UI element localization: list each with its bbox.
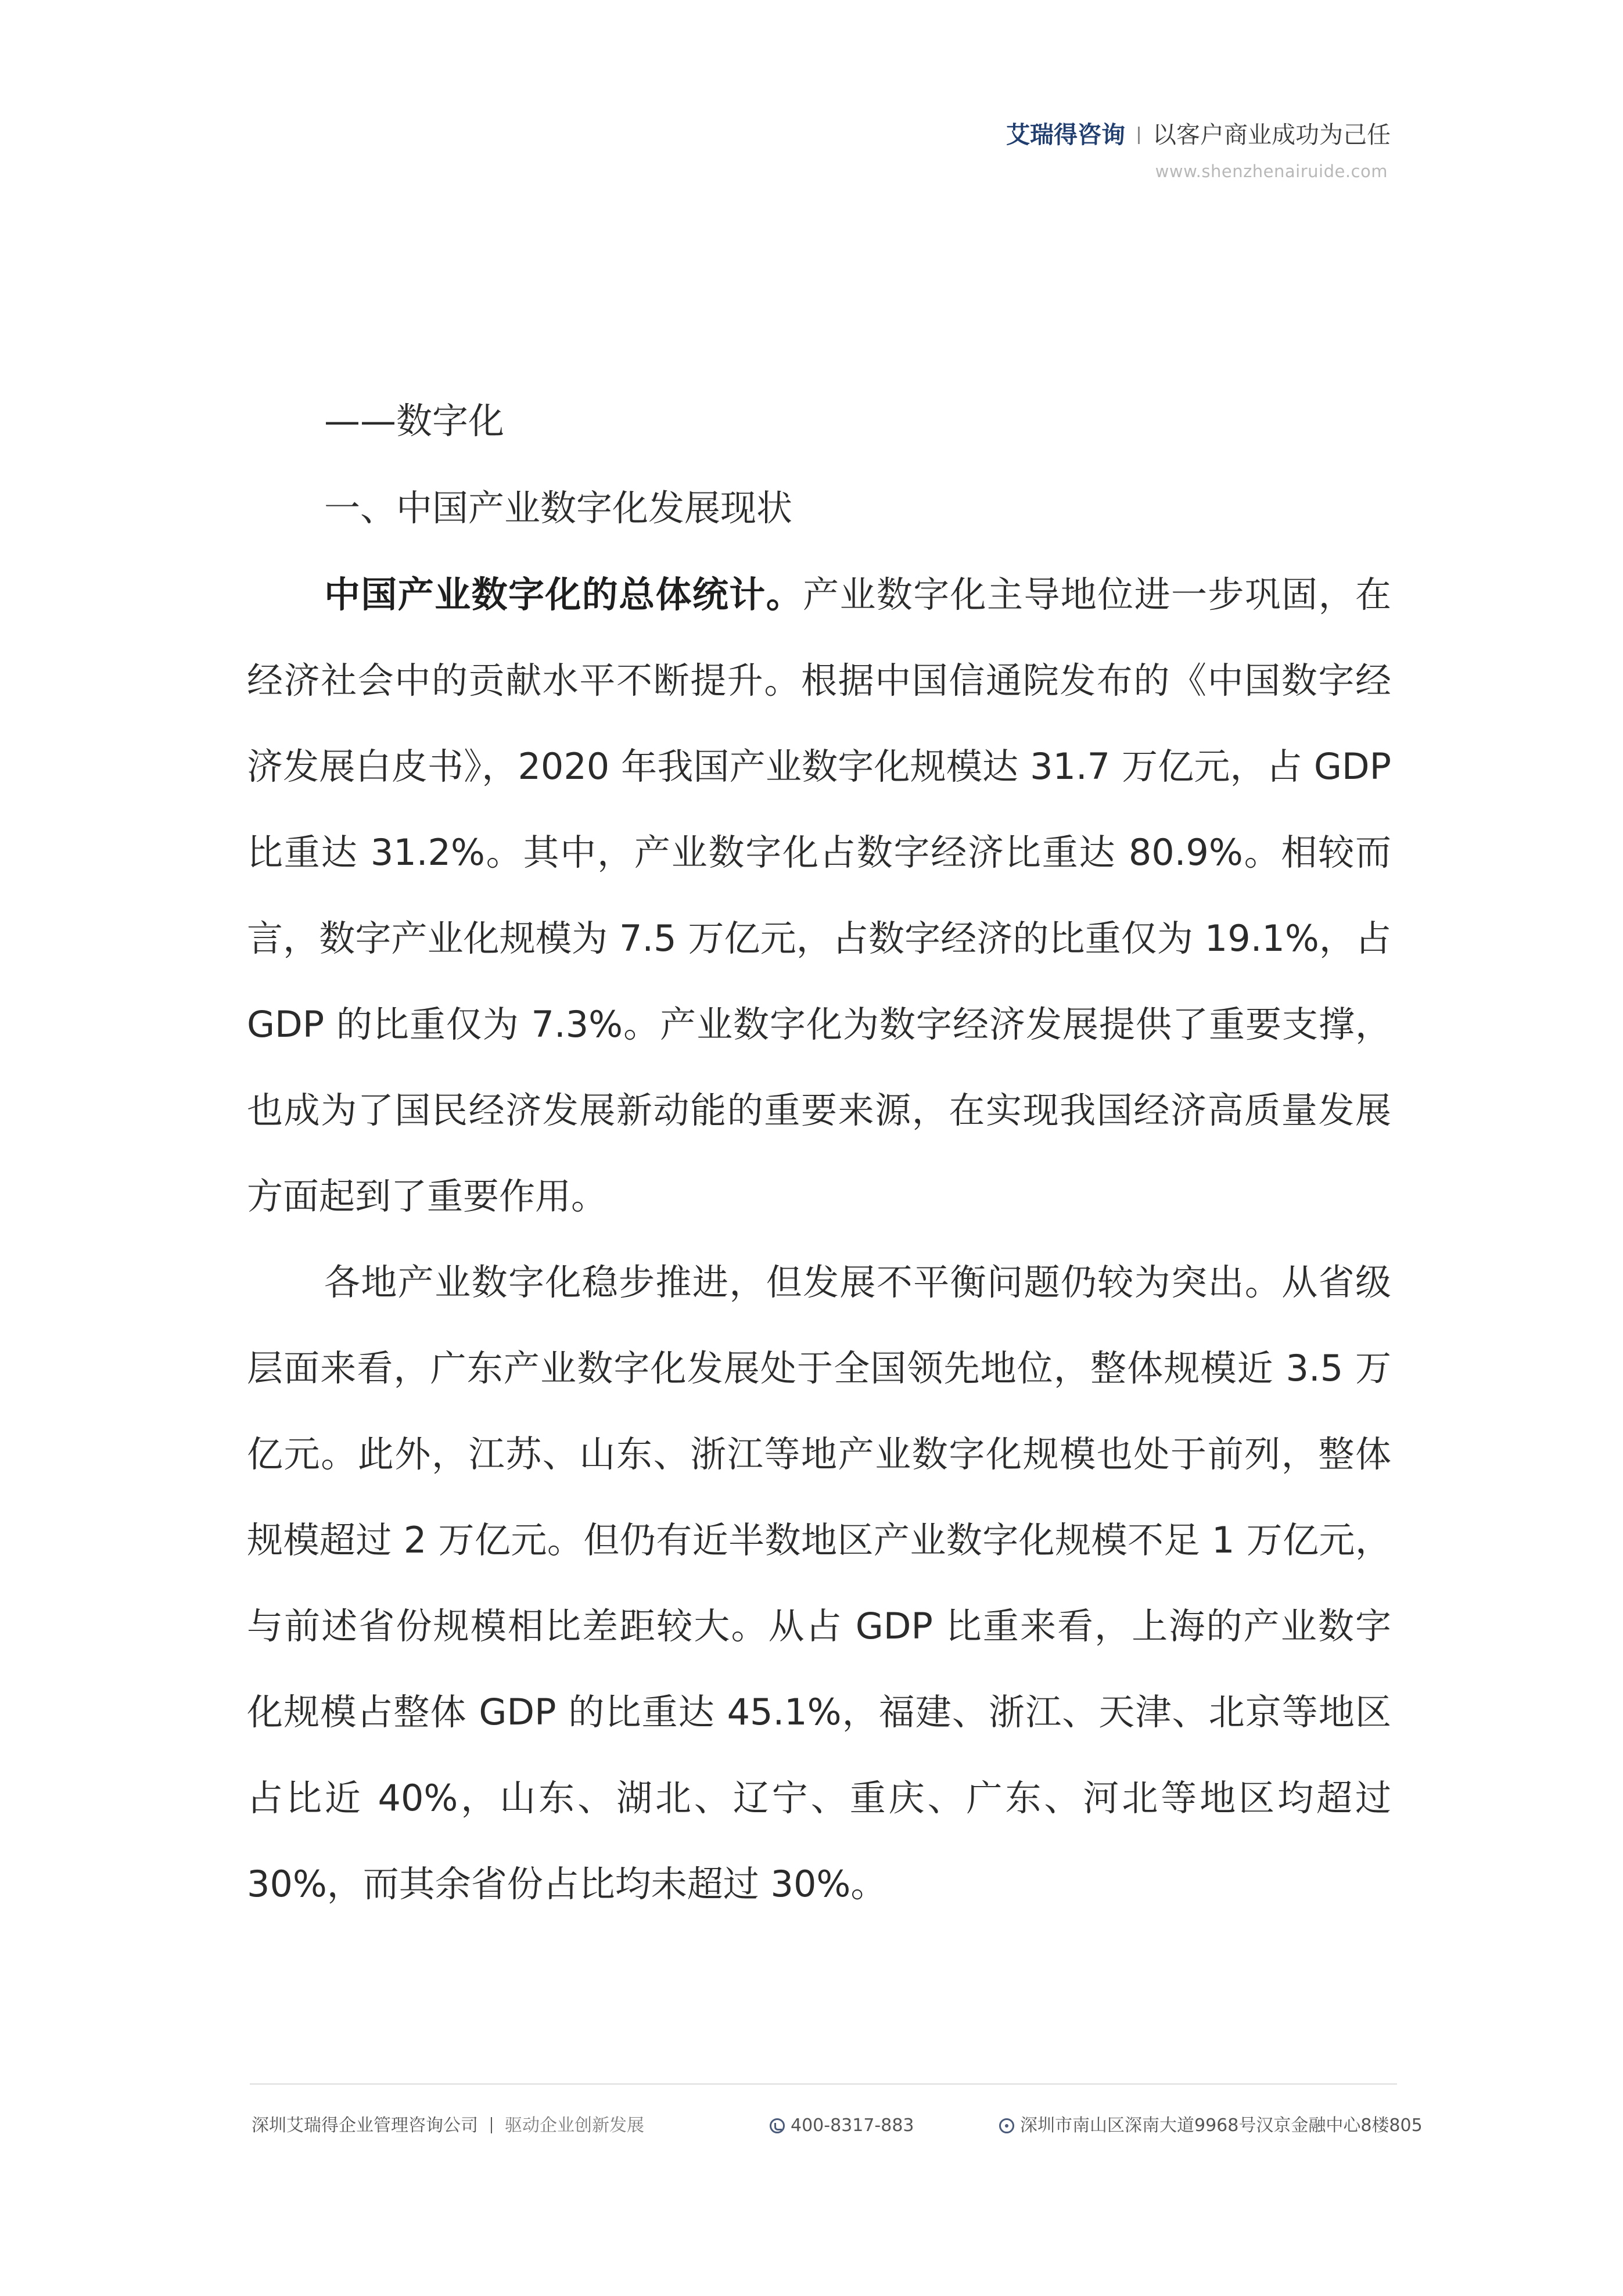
footer-separator [491, 2117, 492, 2133]
footer-phone-block [770, 2114, 914, 2137]
paragraph-regional: 各地产业数字化稳步推进，但发展不平衡问题仍较为突出。从省级层面来看，广东产业数字化发展处于全国领先地位，整体规模近 3.5 万亿元。此外，江苏、山东、浙江等地产业数字化规模也处于前列，整体规模超过 2 万亿元。但仍有近半数地区产业数字化规模不足 1 万亿元，与前述省份规模相比差距较大。从占 GDP 比重来看，上海的产业数字化规模占整体 GDP 的比重达 45.1%，福建、浙江、天津、北京等地区占比近 40%，山东、湖北、辽宁、重庆、广东、河北等地区均超过 30%，而其余省份占比均未超过 30%。 [247, 1261, 1391, 1905]
section-marker: ——数字化 [324, 400, 505, 442]
footer-address: 深圳市南山区深南大道9968号汉京金融中心8楼805 [1020, 2115, 1423, 2136]
paragraph-overview [247, 552, 1391, 1239]
phone-icon [770, 2118, 785, 2133]
website-url: www.shenzhenairuide.com [1155, 161, 1388, 181]
header-divider [1138, 127, 1140, 144]
footer-company-block [252, 2114, 644, 2137]
footer-divider [250, 2083, 1397, 2085]
location-pin-icon [999, 2118, 1014, 2133]
brand-slogan: 以客户商业成功为己任 [1152, 121, 1391, 149]
document-body [247, 378, 1391, 1927]
footer-address-block [999, 2114, 1423, 2137]
paragraph-overview-text: 产业数字化主导地位进一步巩固，在经济社会中的贡献水平不断提升。根据中国信通院发布的《中国数字经济发展白皮书》，2020 年我国产业数字化规模达 31.7 万亿元，占 GDP 比重达 31.2%。其中，产业数字化占数字经济比重达 80.9%。相较而言，数字产业化规模为 7.5 万亿元，占数字经济的比重仅为 19.1%，占 GDP 的比重仅为 7.3%。产业数字化为数字经济发展提供了重要支撑，也成为了国民经济发展新动能的重要来源，在实现我国经济高质量发展方面起到了重要作用。 [247, 573, 1391, 1217]
section-heading: 一、中国产业数字化发展现状 [324, 487, 793, 529]
footer-slogan: 驱动企业创新发展 [505, 2115, 644, 2136]
paragraph-lead: 中国产业数字化的总体统计。 [324, 573, 803, 616]
brand-name: 艾瑞得咨询 [1006, 121, 1125, 149]
footer-company: 深圳艾瑞得企业管理咨询公司 [252, 2115, 478, 2136]
header-tagline [1006, 120, 1391, 150]
footer-phone: 400-8317-883 [791, 2115, 914, 2136]
